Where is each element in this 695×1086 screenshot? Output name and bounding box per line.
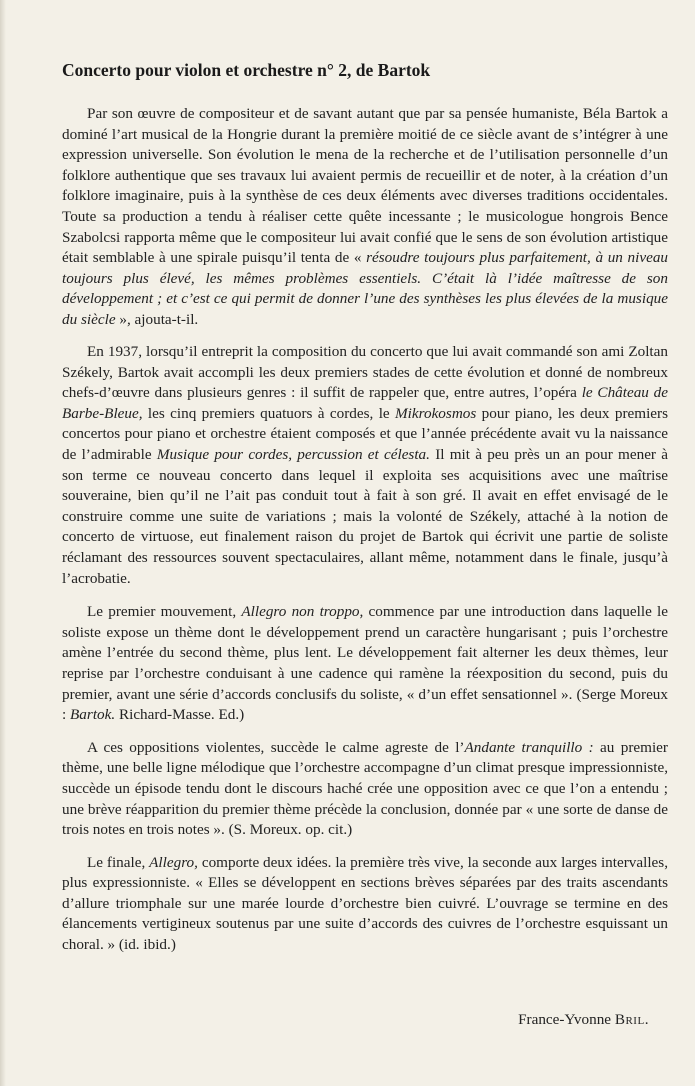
paragraph-1-text-c: », ajouta-t-il.: [115, 310, 199, 328]
author-signature: [518, 1011, 649, 1029]
paragraph-2-work-mikrokosmos: Mikrokosmos: [395, 404, 477, 422]
author-first-name: France-Yvonne: [518, 1011, 615, 1028]
paragraph-1-text-a: Par son œuvre de compositeur et de savant autant que par sa pensée humaniste, Béla Bartok a dominé l’art musical de la Hongrie durant la première moitié de ce siècle avant de s’intégrer à une expression universelle. Son évolution le mena de la recherche et de l’utilisation personnelle d’un folklore authentique que ses travaux lui avaient permis de recueillir et de noter, à la création d’un folklore imaginaire, puis à la synthèse de ces deux éléments avec diverses traditions occidentales. Toute sa production a tendu à réaliser cette quête incessante ; le musicologue hongrois Bence Szabolcsi rapporta même que le compositeur lui avait confié que le sens de son évolution artistique était semblable à une spirale puisqu’il tenta de «: [62, 105, 668, 267]
paragraph-3-text-c: commence par une introduction dans laquelle le soliste expose un thème dont le développement prend un caractère hungarisant ; puis l’orchestre amène l’entrée du second thème, plus lent. Le développement fait alterner les deux thèmes, leur reprise par l’orchestre conduisant à une cadence qui ramène la réexposition du second, puis du premier, avant une série d’accords conclusifs du soliste, « d’un effet sensationnel ». (Serge Moreux :: [62, 603, 668, 724]
paragraph-5-movement: Allegro,: [149, 853, 198, 871]
paragraph-3: [62, 602, 668, 726]
paragraph-3-movement: Allegro non troppo,: [241, 603, 364, 621]
paragraph-4-movement: Andante tranquillo :: [464, 738, 594, 756]
paragraph-2-work-musique: Musique pour cordes, percussion et célesta.: [156, 446, 430, 463]
article-body: [62, 104, 668, 967]
paragraph-3-text-a: Le premier mouvement,: [87, 603, 242, 621]
paragraph-5-text-c: comporte deux idées. la première très vive, la seconde aux larges intervalles, plus expressionniste. « Elles se développent en sections brèves séparées par des traits ascendants d’allure triomphale sur une marée lourde d’orchestre bien cuivré. L’ouvrage se termine en des élancements vertigineux soutenus par une suite d’accords des cuivres de l’orchestre esquissant un choral. » (id. ibid.): [62, 853, 669, 954]
paragraph-2: [62, 342, 668, 589]
paragraph-2-text-e: pour piano, les deux premiers concertos pour piano et orchestre étaient composés et que l’année précédente avait vu la naissance de l’admirable: [62, 404, 668, 463]
paragraph-4-text-a: A ces oppositions violentes, succède le calme agreste de l’: [87, 738, 465, 756]
paragraph-2-text-g: Il mit à peu près un an pour mener à son terme ce nouveau concerto dans lequel il exploita ses acquisitions avec une maîtrise souveraine, bien qu’il ne l’ait pas conduit tout à fait à son gré. Il avait en effet envisagé de le construire comme une suite de variations ; mais la volonté de Székely, attaché à la notion de concerto de virtuose, eut finalement raison du projet de Bartok qui écrivit une partie de soliste réclamant des ressources souvent spectaculaires, allant même, notamment dans le finale, jusqu’à l’acrobatie.: [62, 446, 668, 587]
paragraph-2-text-c: les cinq premiers quatuors à cordes, le: [142, 404, 396, 422]
paragraph-4-text-c: au premier thème, une belle ligne mélodique que l’orchestre accompagne d’un climat presque impressionniste, succède un épisode tendu dont le discours haché crée une opposition avec ce que l’on a entendu ; une brève réapparition du premier thème précède la conclusion, donnée par « une sorte de danse de trois notes en trois notes ». (S. Moreux. op. cit.): [62, 738, 668, 839]
paragraph-5-text-a: Le finale,: [87, 853, 150, 871]
paragraph-3-text-e: Richard-Masse. Ed.): [115, 706, 245, 724]
paragraph-5: [62, 853, 668, 956]
page-title: Concerto pour violon et orchestre n° 2, de Bartok: [62, 60, 431, 80]
paragraph-4: [62, 738, 668, 841]
paragraph-1-quote: résoudre toujours plus parfaitement, à un niveau toujours plus élevé, les mêmes problèmes essentiels. C’était là l’idée maîtresse de son développement ; et c’est ce qui permit de donner l’une des synthèses les plus élevées de la musique du siècle: [62, 249, 669, 328]
paragraph-3-book: Bartok.: [70, 706, 116, 724]
paragraph-2-text-a: En 1937, lorsqu’il entreprit la composition du concerto que lui avait commandé son ami Zoltan Székely, Bartok avait accompli les deux premiers stades de cette évolution et donné de nombreux chefs-d’œuvre dans plusieurs genres : il suffit de rappeler que, entre autres, l’opéra: [62, 343, 668, 402]
paragraph-1: [62, 104, 668, 331]
author-last-name: Bril.: [614, 1011, 649, 1028]
paragraph-2-work-chateau: le Château de Barbe-Bleue,: [62, 384, 669, 422]
